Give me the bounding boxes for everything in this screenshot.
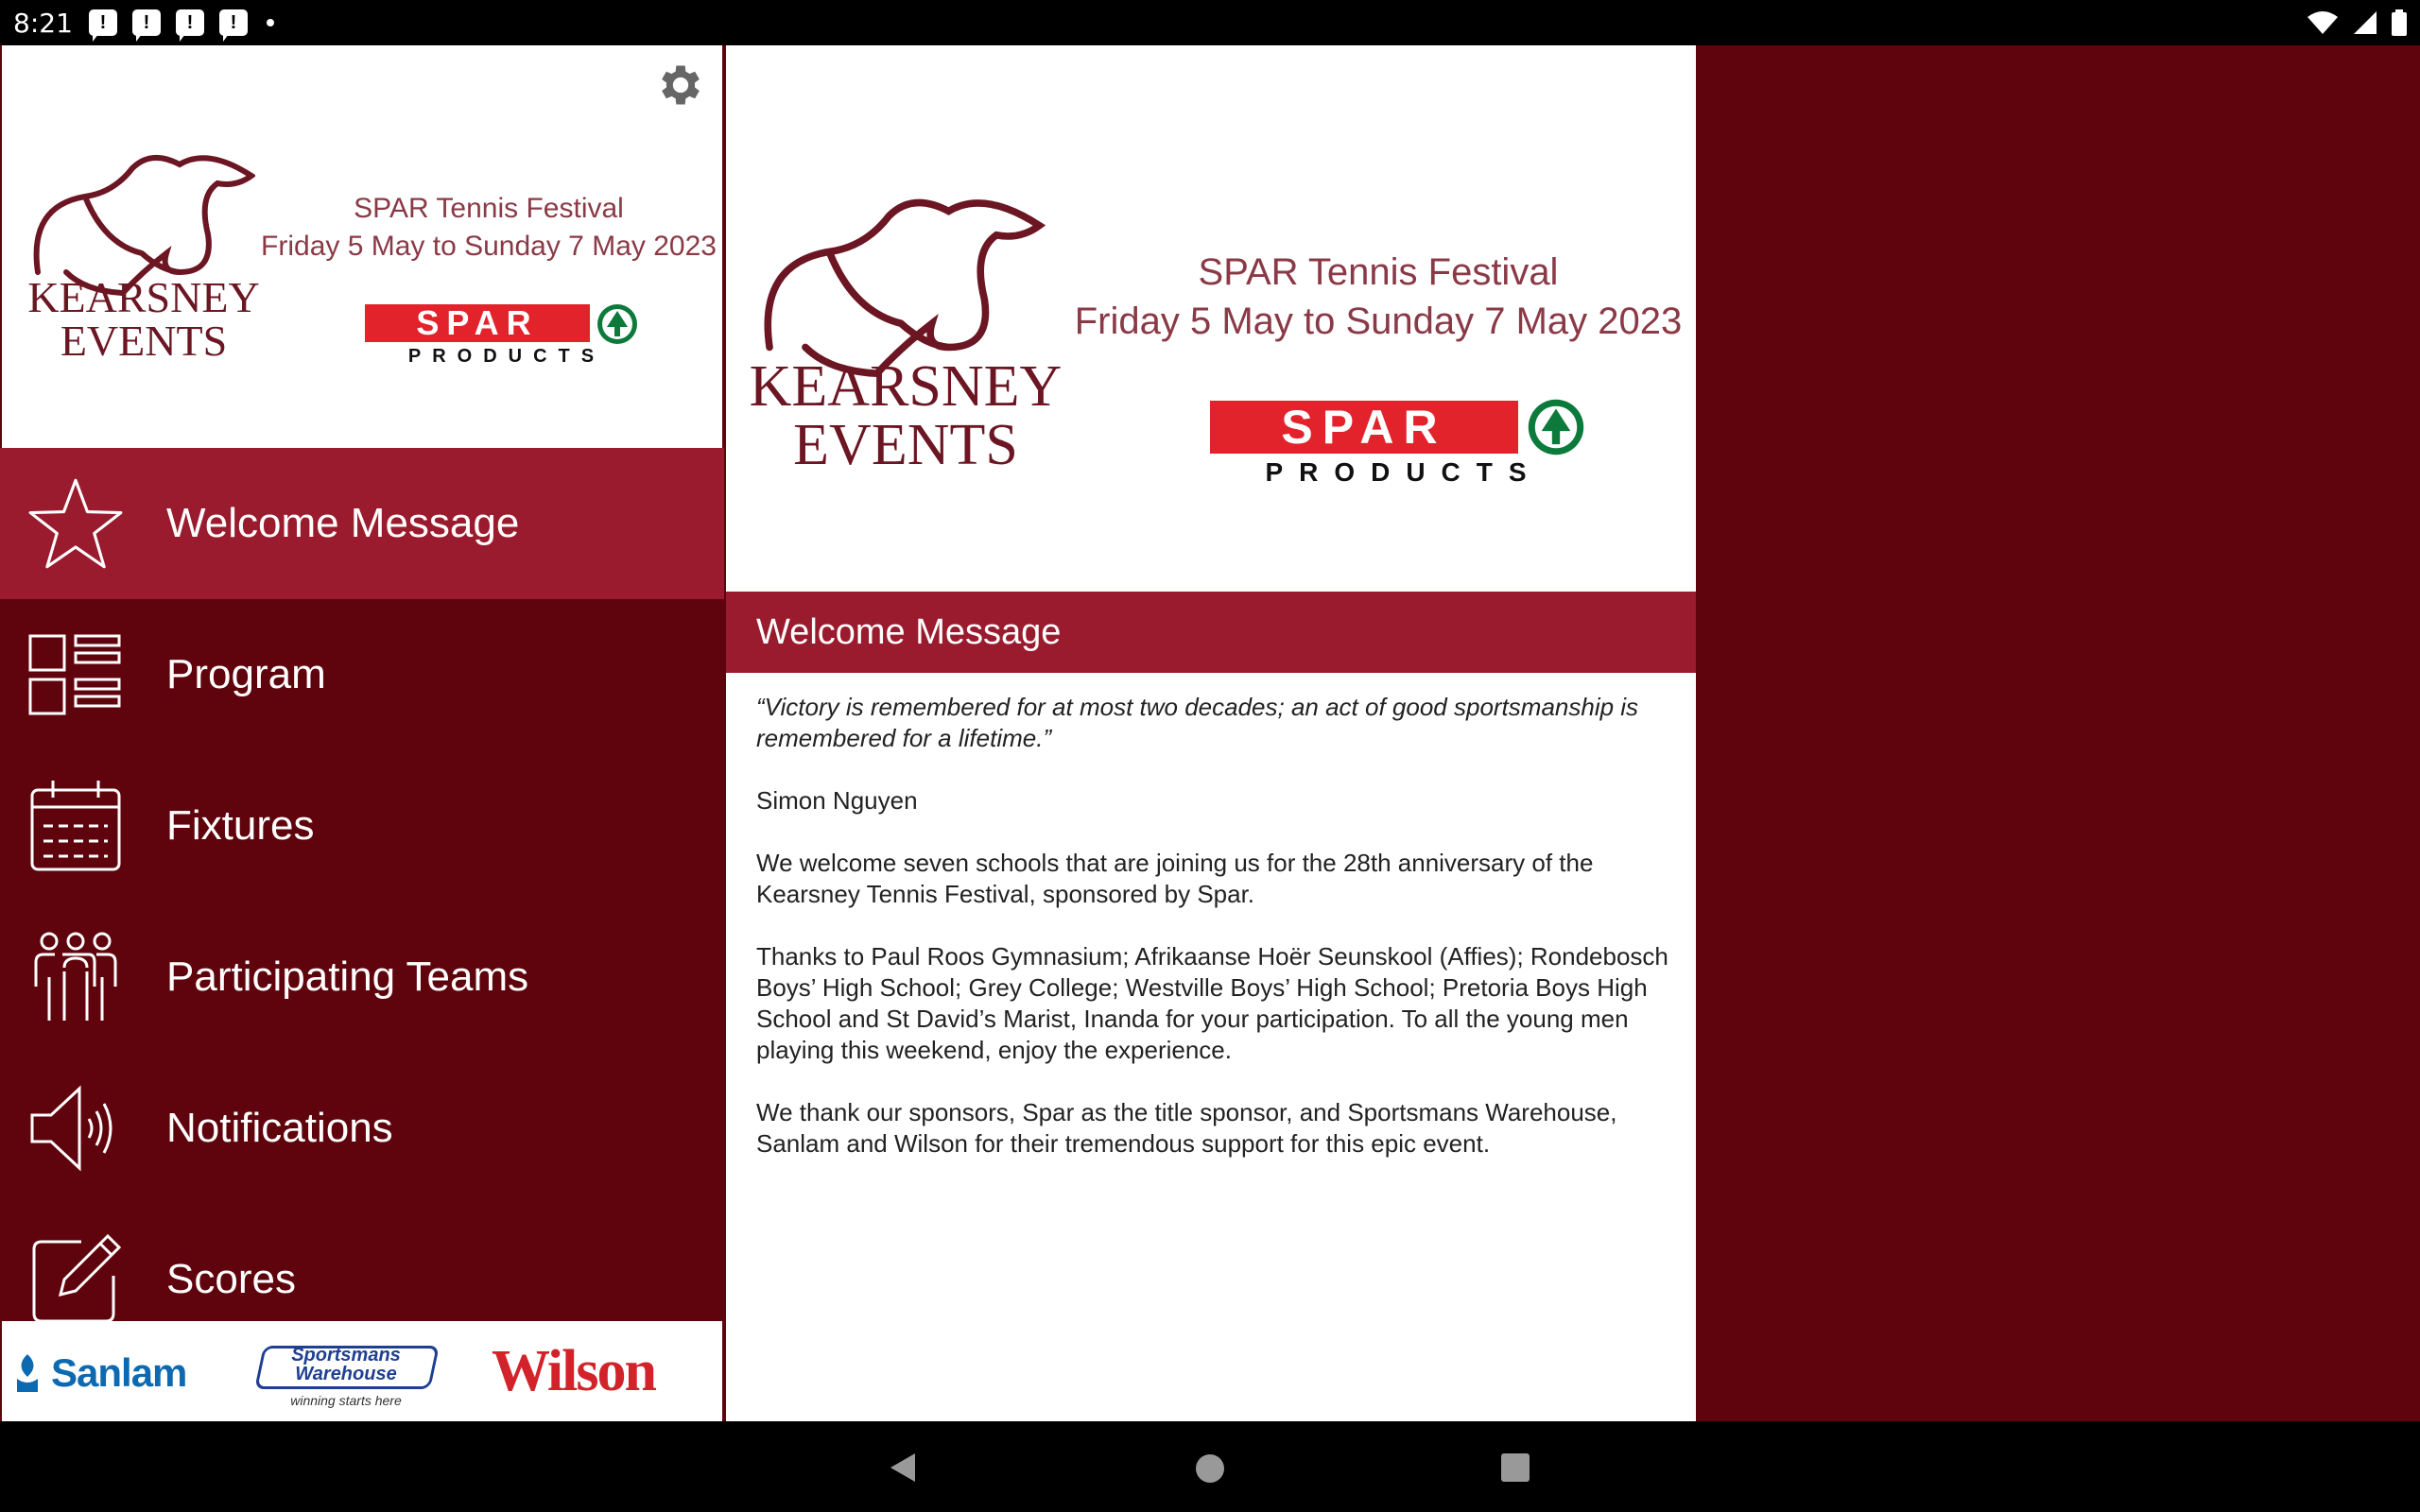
sponsor-strip [2, 1321, 722, 1421]
navigation-drawer [0, 45, 724, 1421]
sw-line1: Sportsmans [291, 1345, 401, 1366]
article-paragraph: Thanks to Paul Roos Gymnasium; Afrikaanse Hoër Seunskool (Affies); Rondebosch Boys’ High School; Grey College; Westville Boys’ High School; Pretoria Boys High School and St David’s Marist, Inanda for your participation. To all the young men playing this weekend, enjoy the experience. [756, 942, 1668, 1064]
menu-item-label: Scores [166, 1256, 296, 1302]
event-dates: Friday 5 May to Sunday 7 May 2023 [1074, 301, 1683, 342]
org-name-line1: KEARSNEY [27, 273, 260, 321]
calendar-icon [28, 779, 123, 873]
wifi-icon [2307, 9, 2339, 36]
event-hero-banner [726, 45, 1696, 592]
alert-notification-icon: ! [219, 9, 248, 36]
menu-item-label: Program [166, 651, 326, 697]
spar-products-text: PRODUCTS [407, 346, 606, 367]
menu-item-program[interactable] [0, 599, 724, 750]
section-title: Welcome Message [726, 592, 1696, 673]
sportsmans-warehouse-logo [253, 1336, 439, 1412]
back-icon[interactable] [887, 1452, 919, 1484]
event-title: SPAR Tennis Festival [1198, 251, 1559, 293]
menu-item-label: Participating Teams [166, 954, 529, 1000]
signal-icon [2352, 9, 2378, 36]
spar-tree-icon [596, 302, 639, 346]
sanlam-text: Sanlam [51, 1350, 187, 1395]
gear-icon[interactable] [654, 59, 707, 112]
megaphone-icon [28, 1081, 123, 1176]
drawer-header-banner [2, 45, 722, 448]
wilson-logo: Wilson [492, 1339, 655, 1403]
org-name-line2: EVENTS [793, 413, 1018, 477]
org-name-line1: KEARSNEY [749, 354, 1063, 419]
menu-item-participating-teams[interactable] [0, 902, 724, 1053]
more-notifications-icon [267, 19, 274, 26]
battery-icon [2392, 9, 2407, 36]
sanlam-logo [11, 1349, 186, 1397]
welcome-article [756, 692, 1673, 1191]
org-name-line2: EVENTS [60, 317, 228, 365]
sw-line2: Warehouse [295, 1364, 397, 1384]
alert-notification-icon: ! [132, 9, 161, 36]
menu-item-label: Notifications [166, 1105, 393, 1151]
status-bar [0, 0, 2420, 45]
sanlam-mark-icon [11, 1352, 43, 1394]
article-paragraph: We welcome seven schools that are joining us for the 28th anniversary of the Kearsney Tennis Festival, sponsored by Spar. [756, 849, 1594, 908]
content-pane [726, 45, 1696, 1421]
spar-products-text: PRODUCTS [1265, 457, 1543, 487]
star-icon [26, 474, 125, 573]
article-paragraph: We thank our sponsors, Spar as the title sponsor, and Sportsmans Warehouse, Sanlam and Wilson for their tremendous support for this epic event. [756, 1098, 1617, 1158]
notification-icons [89, 9, 274, 36]
menu-item-label: Welcome Message [166, 500, 520, 546]
alert-notification-icon: ! [89, 9, 117, 36]
menu-item-label: Fixtures [166, 802, 315, 849]
program-icon [28, 632, 123, 717]
menu-item-fixtures[interactable] [0, 750, 724, 902]
edit-icon [28, 1232, 123, 1327]
status-time: 8:21 [13, 8, 73, 39]
alert-notification-icon: ! [176, 9, 204, 36]
spar-logo [1210, 397, 1598, 457]
home-icon[interactable] [1195, 1453, 1225, 1484]
event-dates: Friday 5 May to Sunday 7 May 2023 [261, 231, 717, 262]
article-quote: “Victory is remembered for at most two decades; an act of good sportsmanship is remembered for a lifetime.” [756, 693, 1639, 752]
spar-wordmark: SPAR [1210, 401, 1518, 454]
event-title: SPAR Tennis Festival [354, 193, 624, 224]
system-navigation-bar [0, 1421, 2420, 1512]
menu-item-welcome-message[interactable] [0, 448, 724, 599]
spar-wordmark: SPAR [365, 304, 590, 342]
spar-tree-icon [1526, 397, 1586, 457]
drawer-menu [0, 448, 724, 1355]
system-icons [2307, 9, 2407, 36]
menu-item-notifications[interactable] [0, 1053, 724, 1204]
recents-icon[interactable] [1501, 1453, 1530, 1482]
sw-tagline: winning starts here [290, 1393, 402, 1408]
spar-logo [365, 302, 648, 346]
teams-icon [28, 930, 123, 1024]
article-author: Simon Nguyen [756, 786, 918, 815]
